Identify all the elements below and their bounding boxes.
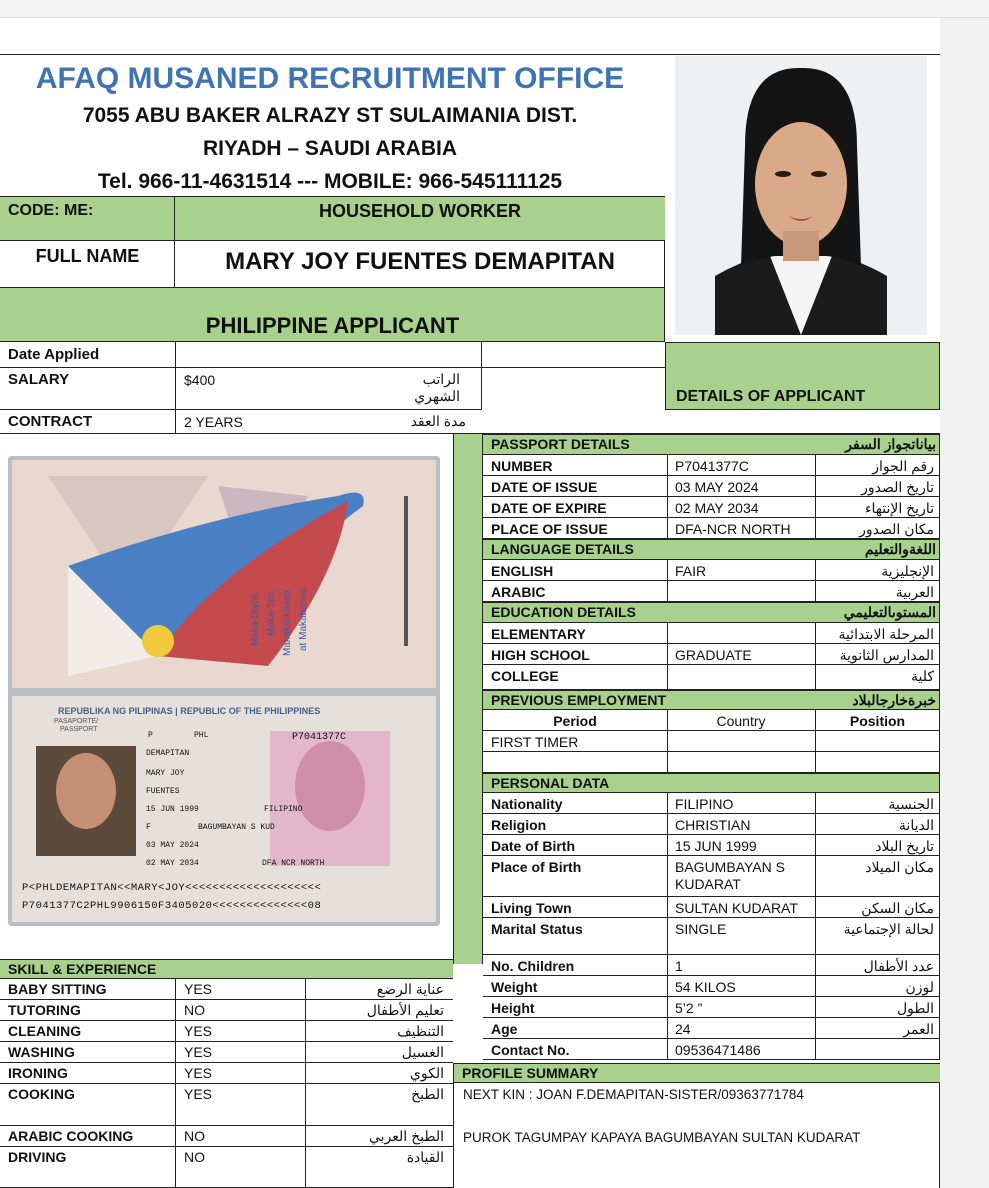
profile-summary-label: PROFILE SUMMARY [462,1065,599,1081]
passport-given: MARY JOY [146,769,185,778]
detail-label: Age [491,1021,518,1037]
skill-value: NO [184,1002,205,1018]
skill-value: NO [184,1128,205,1144]
detail-arabic: تاريخ الصدور [861,479,934,495]
detail-arabic: مكان الميلاد [865,859,934,875]
skill-label: BABY SITTING [8,981,107,997]
skill-label: TUTORING [8,1002,81,1018]
section-arabic-label: اللغةوالتعليم [864,541,936,557]
passport-nationality: FILIPINO [264,805,303,814]
skills-section-label: SKILL & EXPERIENCE [8,961,157,977]
passport-motto-4: at Makabansa. [298,585,309,651]
detail-value [667,665,815,690]
passport-motto-2: Maka-Tao, [266,589,277,636]
detail-arabic: المدارس الثانوية [839,647,934,663]
detail-label: Weight [491,979,538,995]
profile-next-kin: NEXT KIN : JOAN F.DEMAPITAN-SISTER/09363771784 [463,1087,804,1102]
skill-value: YES [184,981,213,997]
full-name-value: MARY JOY FUENTES DEMAPITAN [225,248,615,275]
applicant-type: PHILIPPINE APPLICANT [205,313,460,338]
detail-value: P7041377C [675,458,749,474]
detail-arabic [815,1039,940,1060]
skill-arabic: الكوي [409,1065,444,1081]
employment-position-header: Position [849,713,906,729]
office-address-line2: RIYADH – SAUDI ARABIA [203,137,457,160]
skill-label: ARABIC COOKING [8,1128,134,1144]
detail-label: PLACE OF ISSUE [491,521,608,537]
skill-arabic: تعليم الأطفال [366,1002,444,1018]
skill-label: DRIVING [8,1149,67,1165]
skill-arabic: عناية الرضع [376,981,444,997]
detail-value: 24 [675,1021,691,1037]
detail-value [667,623,815,644]
skill-arabic: التنظيف [397,1023,444,1039]
detail-label: ENGLISH [491,563,554,579]
detail-value: SINGLE [675,921,727,937]
detail-label: Contact No. [491,1042,570,1058]
detail-value: BAGUMBAYAN S [675,859,785,875]
skill-value: NO [184,1149,205,1165]
details-title: DETAILS OF APPLICANT [676,388,866,405]
detail-value: DFA-NCR NORTH [675,521,791,537]
employment-country-header: Country [716,713,766,729]
skill-value: YES [184,1065,213,1081]
detail-arabic: الطول [896,1000,934,1016]
detail-arabic: المرحلة الابتدائية [838,626,934,642]
detail-value [667,581,815,602]
detail-value: 09536471486 [675,1042,761,1058]
detail-label: Living Town [491,900,572,916]
document-header [0,54,940,55]
detail-arabic: الإنجليزية [881,563,934,579]
passport-mrz-line1: P<PHLDEMAPITAN<<MARY<JOY<<<<<<<<<<<<<<<<<<<< [22,882,322,894]
passport-motto-3: Makakalikasan [282,589,293,656]
detail-value: CHRISTIAN [675,817,751,833]
office-phone: Tel. 966-11-4631514 --- MOBILE: 966-545111125 [97,170,563,193]
detail-label: Date of Birth [491,838,575,854]
detail-label: ELEMENTARY [491,626,586,642]
skill-label: COOKING [8,1086,75,1102]
salary-label: SALARY [8,371,70,388]
table-right-border [939,434,940,1060]
passport-motto-1: Maka-Diyos, [250,590,261,646]
section-arabic-label: المستوىالتعليمي [843,604,936,620]
salary-value: $400 [184,372,216,388]
passport-number: P7041377C [292,732,347,743]
passport-middle: FUENTES [146,787,180,796]
passport-surname: DEMAPITAN [146,749,190,758]
passport-image [8,456,440,926]
passport-republic: REPUBLIKA NG PILIPINAS | REPUBLIC OF THE PHILIPPINES [58,706,321,716]
detail-value: 03 MAY 2024 [675,479,759,495]
top-strip [0,0,989,18]
employment-position [815,731,940,752]
office-name: AFAQ MUSANED RECRUITMENT OFFICE [35,62,625,95]
detail-value: 1 [675,958,683,974]
salary-arabic: الراتب الشهري [414,371,460,404]
section-label: PASSPORT DETAILS [491,436,630,452]
passport-authority: DFA NCR NORTH [262,859,325,868]
detail-arabic: العربية [895,584,934,600]
contract-label: CONTRACT [8,413,93,430]
section-label: PREVIOUS EMPLOYMENT [491,692,667,708]
date-applied-label: Date Applied [8,346,100,363]
detail-arabic: لوزن [905,979,934,995]
detail-label: Marital Status [491,921,583,937]
detail-value: FILIPINO [675,796,734,812]
code-value: HOUSEHOLD WORKER [319,201,521,221]
skill-value: YES [184,1023,213,1039]
passport-sex: F [146,823,151,832]
detail-label: DATE OF EXPIRE [491,500,607,516]
skills-table [0,979,453,1188]
detail-arabic: الجنسية [888,796,934,812]
passport-expiry-date: 02 MAY 2034 [146,859,199,868]
detail-value-line2: KUDARAT [675,876,741,892]
section-label: EDUCATION DETAILS [491,604,636,620]
passport-pasaporte: PASAPORTE/ [54,718,99,725]
skill-arabic: القيادة [406,1149,444,1165]
detail-arabic: مكان الصدور [859,521,934,537]
detail-arabic: عدد الأطفال [863,958,934,974]
employment-period: FIRST TIMER [491,734,579,750]
detail-label: DATE OF ISSUE [491,479,598,495]
detail-arabic: تاريخ الإنتهاء [864,500,934,516]
detail-arabic: تاريخ البلاد [875,838,934,854]
right-margin [940,0,989,1188]
section-label: PERSONAL DATA [491,775,610,791]
detail-value: SULTAN KUDARAT [675,900,798,916]
skill-arabic: الغسيل [401,1044,444,1060]
detail-value: FAIR [675,563,707,579]
passport-mrz-line2: P7041377C2PHL9906150F3405020<<<<<<<<<<<<<<08 [22,900,322,912]
detail-arabic: كلية [910,668,934,684]
skill-label: WASHING [8,1044,75,1060]
detail-label: ARABIC [491,584,546,600]
detail-label: Religion [491,817,547,833]
skill-arabic: الطبخ العربي [369,1128,444,1144]
detail-value: 15 JUN 1999 [675,838,757,854]
full-name-label: FULL NAME [35,246,140,266]
contract-row [0,410,940,434]
passport-passport-word: PASSPORT [60,726,98,733]
detail-value: 5’2 ” [675,1000,703,1016]
passport-country-code: PHL [194,731,209,740]
employment-period-header: Period [553,713,597,729]
detail-label: HIGH SCHOOL [491,647,590,663]
passport-type: P [148,731,153,740]
office-address-line1: 7055 ABU BAKER ALRAZY ST SULAIMANIA DIST. [82,104,578,127]
applicant-details-table [483,434,940,1086]
section-label: LANGUAGE DETAILS [491,541,634,557]
detail-arabic: لحالة الإجتماعية [843,921,934,937]
contract-value: 2 YEARS [184,414,243,430]
passport-issue-date: 03 MAY 2024 [146,841,199,850]
detail-arabic: رقم الجواز [872,458,934,474]
skill-label: IRONING [8,1065,68,1081]
detail-label: COLLEGE [491,668,559,684]
contract-arabic: مدة العقد [410,413,466,429]
detail-label: No. Children [491,958,575,974]
detail-arabic: الديانة [898,817,934,833]
skill-value: YES [184,1086,213,1102]
section-arabic-label: بياناتجواز السفر [845,436,936,452]
skill-arabic: الطبخ [411,1086,444,1102]
employment-row [483,752,940,773]
employment-country [667,731,815,752]
detail-label: NUMBER [491,458,553,474]
applicant-photo [675,56,927,335]
code-label: CODE: ME: [8,202,94,219]
date-applied-row [0,342,665,368]
section-arabic-label: خبرةخارجالبلاد [852,692,936,708]
green-spacer-column [453,434,483,964]
detail-label: Height [491,1000,535,1016]
passport-dob: 15 JUN 1999 [146,805,199,814]
detail-label: Nationality [491,796,563,812]
detail-label: Place of Birth [491,859,582,875]
passport-place: BAGUMBAYAN S KUD [198,823,275,832]
detail-arabic: العمر [903,1021,934,1037]
skill-value: YES [184,1044,213,1060]
date-col-line2 [481,342,482,410]
detail-arabic: مكان السكن [861,900,934,916]
detail-value: 54 KILOS [675,979,736,995]
detail-value: GRADUATE [675,647,752,663]
detail-value: 02 MAY 2034 [675,500,759,516]
profile-address: PUROK TAGUMPAY KAPAYA BAGUMBAYAN SULTAN KUDARAT [463,1130,861,1145]
passport-scan-graphic [8,456,440,926]
skill-label: CLEANING [8,1023,82,1039]
